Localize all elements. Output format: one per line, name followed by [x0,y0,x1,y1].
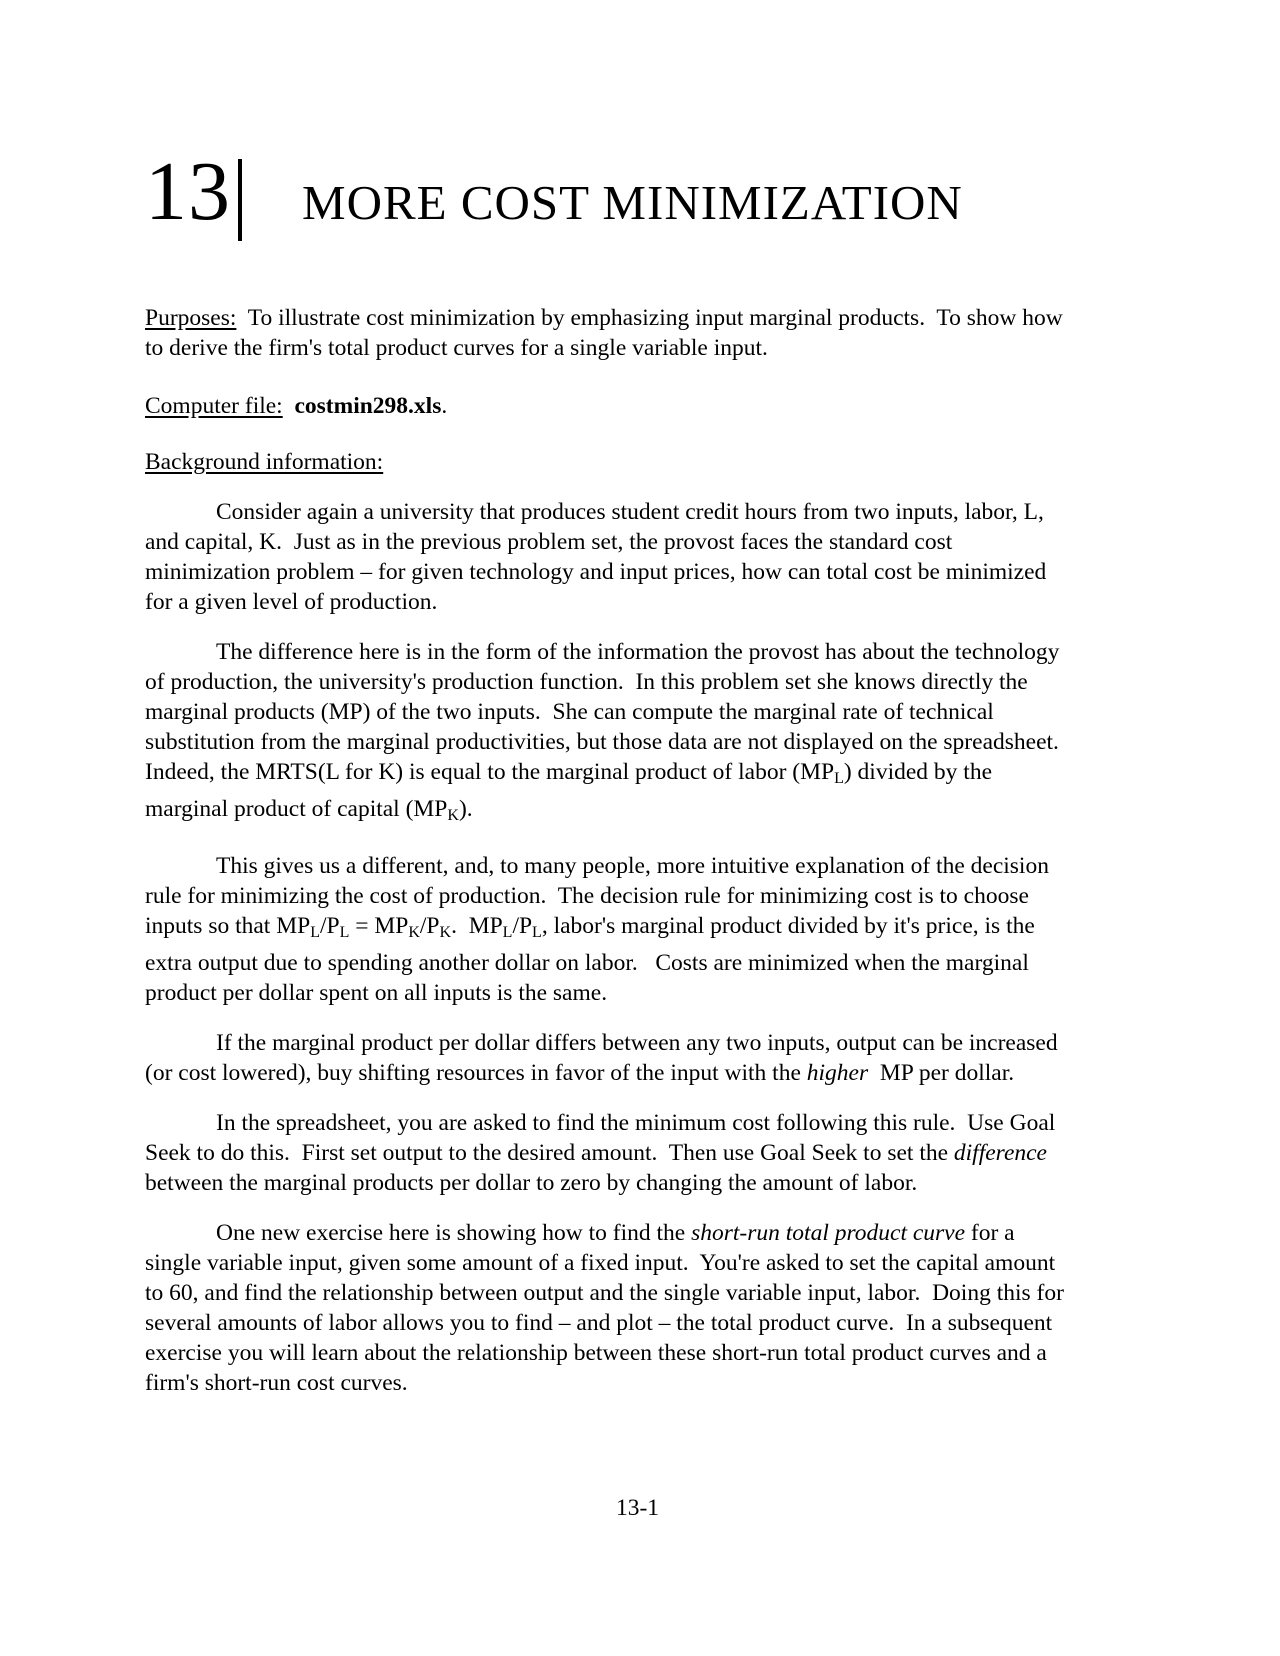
text-segment: marginal product of capital (MP [145,796,448,822]
text-segment: Consider again a university that produces student credit hours from two inputs, labor, L, [216,499,1044,525]
text-segment: K [439,924,452,941]
paragraph-total-product-curve [145,1218,1130,1398]
text-segment: K [447,807,459,824]
page-number: 13-1 [615,1495,660,1521]
text-line [145,911,1130,948]
chapter-divider-bar [238,159,242,241]
computer-file-section [145,391,1130,421]
paragraph-goal-seek [145,1108,1130,1198]
text-line [145,391,1130,421]
text-segment: L [532,924,542,941]
text-segment: Computer file: [145,393,283,419]
text-segment: To illustrate cost minimization by emphasizing input marginal products. To show how [236,305,1063,331]
text-line [145,978,1130,1008]
text-line [145,557,1130,587]
paragraph-consider-university [145,497,1130,617]
text-segment: , labor's marginal product divided by it's price, is the [541,913,1035,939]
text-segment [283,393,295,419]
text-segment: = MP [349,913,409,939]
text-segment: difference [953,1140,1047,1166]
paragraph-difference-information [145,637,1130,831]
text-segment: rule for minimizing the cost of production. The decision rule for minimizing cost is to choose [145,883,1029,909]
text-segment: exercise you will learn about the relationship between these short-run total product curves and a [145,1340,1047,1366]
text-segment: short-run total product curve [691,1220,966,1246]
text-segment: product per dollar spent on all inputs is the same. [145,980,608,1006]
text-segment: K [408,924,420,941]
text-line [145,881,1130,911]
text-line [145,303,1130,333]
text-line [145,1218,1130,1248]
text-line [145,1248,1130,1278]
text-segment: Indeed, the MRTS(L for K) is equal to the marginal product of labor (MP [145,759,835,785]
text-line [145,667,1130,697]
text-segment: L [502,924,513,941]
text-segment: between the marginal products per dollar to zero by changing the amount of labor. [145,1170,918,1196]
text-line [145,1278,1130,1308]
text-segment: ). [458,796,473,822]
text-segment: The difference here is in the form of the information the provost has about the technology [216,639,1060,665]
text-segment: One new exercise here is showing how to find the [216,1220,692,1246]
text-segment: L [834,770,844,787]
text-segment: firm's short-run cost curves. [145,1370,408,1396]
text-segment: L [310,924,320,941]
text-segment: . MP [451,913,503,939]
chapter-heading [145,145,1130,245]
paragraph-mp-per-dollar [145,1028,1130,1088]
text-segment: /P [319,913,340,939]
text-segment: /P [512,913,533,939]
text-line [145,447,1130,477]
text-segment: Seek to do this. First set output to the desired amount. Then use Goal Seek to set the [145,1140,954,1166]
text-segment: L [339,924,350,941]
text-line [145,1138,1130,1168]
text-line [145,1108,1130,1138]
text-segment: several amounts of labor allows you to find – and plot – the total product curve. In a subsequent [145,1310,1053,1336]
text-segment: This gives us a different, and, to many people, more intuitive explanation of the decision [216,853,1049,879]
text-line [145,497,1130,527]
text-line [145,333,1130,363]
text-segment: In the spreadsheet, you are asked to find the minimum cost following this rule. Use Goal [216,1110,1056,1136]
text-line [145,587,1130,617]
text-segment: extra output due to spending another dollar on labor. Costs are minimized when the marginal [145,950,1029,976]
text-line [145,851,1130,881]
text-segment: marginal products (MP) of the two inputs. She can compute the marginal rate of technical [145,699,994,725]
chapter-title: MORE COST MINIMIZATION [302,175,963,230]
text-line [145,697,1130,727]
text-segment: substitution from the marginal productivities, but those data are not displayed on the spreadsheet. [145,729,1059,755]
text-segment: for a [965,1220,1015,1246]
text-line [145,1028,1130,1058]
text-segment: costmin298.xls [294,393,442,419]
text-segment: /P [419,913,440,939]
text-line [145,757,1130,794]
text-segment: to derive the firm's total product curves for a single variable input. [145,335,768,361]
text-segment: Purposes: [145,305,237,331]
text-line [145,1338,1130,1368]
text-line [145,1058,1130,1088]
text-segment: (or cost lowered), buy shifting resources in favor of the input with the [145,1060,807,1086]
text-line [145,637,1130,667]
text-segment: Background information: [145,449,384,475]
text-line [145,1168,1130,1198]
text-line [145,794,1130,831]
text-line [145,1308,1130,1338]
text-segment: higher [806,1060,869,1086]
text-line [145,527,1130,557]
chapter-number: 13 [145,145,231,238]
text-segment: single variable input, given some amount of a fixed input. You're asked to set the capital amount [145,1250,1056,1276]
text-line [145,948,1130,978]
text-segment: ) divided by the [843,759,993,785]
text-segment: minimization problem – for given technology and input prices, how can total cost be minimized [145,559,1047,585]
paragraph-decision-rule [145,851,1130,1008]
text-segment: and capital, K. Just as in the previous problem set, the provost faces the standard cost [145,529,953,555]
text-line [145,1368,1130,1398]
text-segment: to 60, and find the relationship between output and the single variable input, labor. Doing this for [145,1280,1064,1306]
purposes-section [145,303,1130,363]
text-segment: inputs so that MP [145,913,311,939]
text-segment: for a given level of production. [145,589,438,615]
text-line [145,727,1130,757]
text-segment: If the marginal product per dollar differs between any two inputs, output can be increased [216,1030,1058,1056]
text-segment: MP per dollar. [868,1060,1015,1086]
background-information-heading [145,447,1130,477]
text-segment: of production, the university's production function. In this problem set she knows directly the [145,669,1028,695]
text-segment: . [441,393,448,419]
